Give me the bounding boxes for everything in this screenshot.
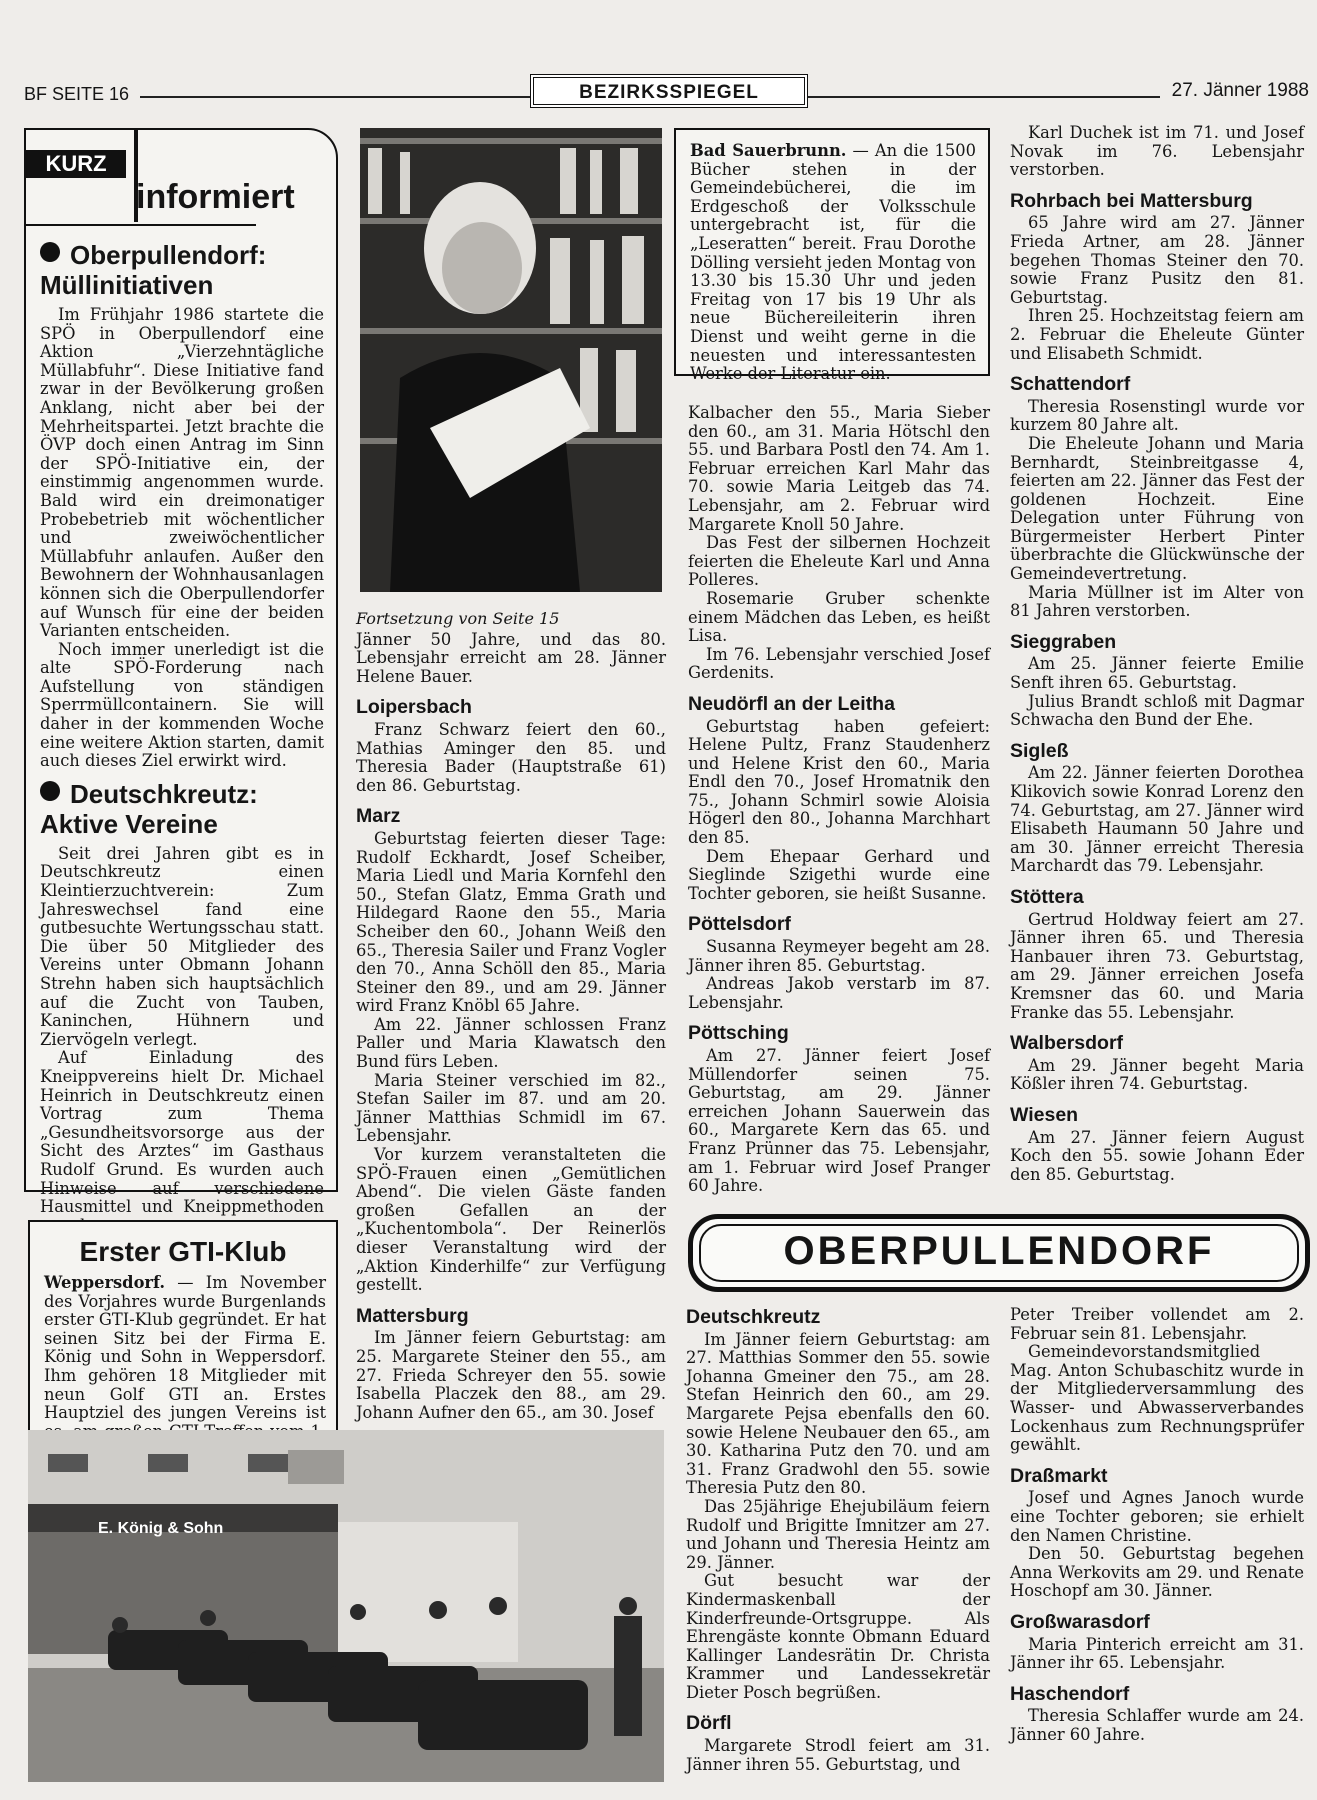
paragraph: Am 27. Jänner feiern August Koch den 55. sowie Johann Eder den 85. Geburtstag. <box>1010 1127 1304 1184</box>
paragraph: Karl Duchek ist im 71. und Josef Novak im 76. Lebensjahr verstorben. <box>1010 123 1304 180</box>
paragraph: Geburtstag haben gefeiert: Helene Pultz, Franz Staudenherz und Helene Krist den 60., Maria Endl den 70., Josef Hromatnik den 75., Johann Schmirl sowie Aloisia Högerl den 80., Johanna Marchhart den 85. <box>688 716 990 848</box>
column-3 <box>688 404 990 1196</box>
paragraph: Am 27. Jänner feiert Josef Müllendorfer seinen 75. Geburtstag, am 29. Jänner erreichen Johann Sauerwein das 60., Margarete Kern das 65. und Franz Prünner das 75. Lebensjahr, am 1. Februar wird Josef Pranger 60 Jahre. <box>688 1046 990 1196</box>
paragraph: Gertrud Holdway feiert am 27. Jänner ihren 65. und Theresia Hanbauer ihren 73. Geburtstag, am 29. Jänner erreichen Josefa Kremsner das 60. und Maria Franke das 55. Lebensjahr. <box>1010 909 1304 1022</box>
paragraph: Peter Treiber vollendet am 2. Februar sein 81. Lebensjahr. <box>1010 1305 1304 1343</box>
paragraph: Im Jänner feiern Geburtstag: am 27. Matthias Sommer den 55. sowie Johanna Gmeiner den 75., am 28. Stefan Heinrich den 60., am 29. Margarete Pejsa ebenfalls den 60. sowie Helene Neubauer den 65., am 30. Katharina Putz den 70. und am 31. Franz Gradwohl den 55. sowie Theresia Putz den 80. <box>686 1329 990 1498</box>
shop-sign: E. König & Sohn <box>98 1520 224 1537</box>
paragraph: Das 25jährige Ehejubiläum feiern Rudolf und Brigitte Imnitzer am 27. und Johann und Theresia Heintz am 29. Jänner. <box>686 1496 990 1572</box>
place-heading: Mattersburg <box>356 1304 469 1327</box>
place-heading: Haschendorf <box>1010 1682 1130 1705</box>
place-heading: Stöttera <box>1010 885 1084 908</box>
kurz-title: informiert <box>136 178 295 216</box>
paragraph: Am 22. Jänner feierten Dorothea Klikovich sowie Konrad Lorenz den 74. Geburtstag, am 27. Jänner wird Elisabeth Haumann 50 Jahre und am 30. Jänner erreicht Theresia Marchardt das 79. Lebensjahr. <box>1010 763 1304 876</box>
paragraph: Am 29. Jänner begeht Maria Kößler ihren 74. Geburtstag. <box>1010 1055 1304 1094</box>
paragraph: Auf Einladung des Kneippvereins hielt Dr. Michael Heinrich in Deutschkreutz einen Vortrag zum Thema „Gesundheitsvorsorge aus der Sicht des Arztes“ im Gasthaus Rudolf Grund. Es wurden auch Hinweise auf verschiedene Hausmittel und Kneippmethoden <box>40 1048 324 1217</box>
place-heading: Loipersbach <box>356 696 472 719</box>
place-heading: Rohrbach bei Mattersburg <box>1010 189 1253 212</box>
kurz-headline-1: Oberpullendorf: Müllinitiativen <box>40 240 267 300</box>
kurz-tag: KURZ <box>26 150 126 178</box>
bullet-icon <box>40 781 60 801</box>
place-heading: Neudörfl an der Leitha <box>688 692 895 715</box>
paragraph: Andreas Jakob verstarb im 87. Lebensjahr. <box>688 974 990 1012</box>
paragraph: Theresia Schlaffer wurde am 24. Jänner 60 Jahre. <box>1010 1706 1304 1744</box>
place-heading: Marz <box>356 805 401 828</box>
paragraph: Maria Müllner ist im Alter von 81 Jahren verstorben. <box>1010 582 1304 621</box>
header-rule-left <box>140 96 530 98</box>
paragraph: Margarete Strodl feiert am 31. Jänner ihren 55. Geburtstag, und <box>686 1736 990 1774</box>
paragraph: Im Frühjahr 1986 startete die SPÖ in Oberpullendorf eine Aktion „Vierzehntägliche Müllabfuhr“. Diese Initiative fand zwar in der Bevölkerung großen Anklang, nicht aber bei der Mehrheitspartei. Jetzt brachte die ÖVP doch einen Antrag im Sinn der SPÖ-Initiative ein, der einstimmig angenommen wurde. Bald wird ein dreimonatiger Probebetrieb mit wöchentlicher und zweiwöchentlicher Müllabfuhr anlaufen. Außer den Bewohnern der Wohnhausanlagen können sich die Oberpullendorfer auf Wunsch für eine der beiden Varianten entscheiden. <box>40 305 324 641</box>
kurz-underline <box>26 224 256 226</box>
paragraph: Kalbacher den 55., Maria Sieber den 60., am 31. Maria Hötschl den 55. und Barbara Postl den 74. Am 1. Februar erreichen Karl Mahr das 70. sowie Maria Leitgeb das 74. Lebensjahr, am 2. Februar wird Margarete Knoll 50 Jahre. <box>688 403 990 534</box>
paragraph: Das Fest der silbernen Hochzeit feierten die Eheleute Karl und Anna Polleres. <box>688 533 990 590</box>
sauerbrunn-box <box>674 128 990 384</box>
gti-photo-svg <box>28 1430 664 1782</box>
place-heading: Draßmarkt <box>1010 1464 1108 1487</box>
place-heading: Pöttelsdorf <box>688 913 791 936</box>
sauerbrunn-content: Bad Sauerbrunn. — An die 1500 Bücher stehen in der Gemeindebücherei, die im Erdgeschoß der Volksschule untergebracht ist, für die „Leseratten“ bereit. Frau Dorothe Dölling versieht jeden Montag von 13.30 bis 15.30 Uhr und jeden Freitag von 17 bis 19 Uhr als neue Büchereileiterin ihren Dienst und weiht gerne in die neuesten und interessantesten Werke der Literatur ein. <box>690 141 976 384</box>
place-heading: Deutschkreutz <box>686 1306 821 1328</box>
column-2 <box>356 604 666 1422</box>
kurz-informiert-box <box>24 128 338 1217</box>
paragraph: Jänner 50 Jahre, und das 80. Lebensjahr erreicht am 28. Jänner Helene Bauer. <box>356 629 666 686</box>
paragraph: Im Jänner feiern Geburtstag: am 25. Margarete Steiner den 55., am 27. Frieda Schreyer den 55. sowie Isabella Placzek den 88., am 29. Johann Aufner den 65., am 30. Josef <box>356 1328 666 1422</box>
place-heading: Sieggraben <box>1010 630 1117 653</box>
paragraph: Theresia Rosenstingl wurde vor kurzem 80 Jahre alt. <box>1010 396 1304 435</box>
paragraph: Seit drei Jahren gibt es in Deutschkreutz einen Kleintierzuchtverein: Zum Jahreswechsel fand eine gutbesuchte Wertungsschau statt. Die über 50 Mitglieder des Vereins unter Obmann Johann Strehn haben sich hauptsächlich auf die Zucht von Tauben, Kaninchen, Hühnern und Ziervögeln verlegt. <box>40 843 324 1049</box>
paragraph: Susanna Reymeyer begeht am 28. Jänner ihren 85. Geburtstag. <box>688 937 990 975</box>
paragraph: Im 76. Lebensjahr verschied Josef Gerdenits. <box>688 644 990 683</box>
paragraph: Dem Ehepaar Gerhard und Sieglinde Szigethi wurde eine Tochter geboren, sie heißt Susanne. <box>688 846 990 903</box>
paragraph: Maria Steiner verschied im 82., Stefan Sailer im 87. und am 20. Jänner Matthias Schmidl im 67. Lebensjahr. <box>356 1070 666 1146</box>
oberpullendorf-column-a <box>686 1296 990 1774</box>
place-heading: Dörfl <box>686 1712 732 1735</box>
paragraph: Geburtstag feierten dieser Tage: Rudolf Eckhardt, Josef Scheiber, Maria Liedl und Maria Kornfehl den 50., Stefan Glatz, Emma Grath und Hildegard Raone den 55., Maria Scheiber den 60., Johann Weiß den 65., Theresia Sailer und Franz Vogler den 70., Anna Schöll den 85., Maria Steiner den 89., und am 29. Jänner wird Franz Knöbl 65 Jahre. <box>356 828 666 1016</box>
bullet-icon <box>40 242 60 262</box>
paragraph: Noch immer unerledigt ist die alte SPÖ-Forderung nach Aufstellung von ständigen Sperrmüllcontainern. Sie will daher in der kommenden Woche eine weitere Aktion starten, damit auch dieses Ziel erwirkt wird. <box>40 639 324 771</box>
place-heading: Schattendorf <box>1010 373 1131 396</box>
kurz-headline-2: Deutschkreutz: Aktive Vereine <box>40 778 258 839</box>
kurz-content <box>40 234 324 1235</box>
continuation-caption: Fortsetzung von Seite 15 <box>356 609 560 628</box>
gti-content: Weppersdorf. — Im November des Vorjahres wurde Burgenlands erster GTI-Klub gegründet. Er hat seinen Sitz bei der Firma E. König und Sohn in Weppersdorf. Ihm gehören 18 Mitglieder mit neun Golf GTI an. Erstes Hauptziel des jungen Vereins ist <box>44 1273 326 1423</box>
librarian-photo <box>360 128 662 592</box>
gti-title: Erster GTI-Klub <box>79 1236 287 1267</box>
paragraph: Am 25. Jänner feierte Emilie Senft ihren 65. Geburtstag. <box>1010 654 1304 693</box>
column-4 <box>1010 124 1304 1184</box>
place-heading: Pöttsching <box>688 1022 789 1045</box>
page-number: BF SEITE 16 <box>24 84 130 104</box>
banner-title: OBERPULLENDORF <box>783 1229 1215 1273</box>
paragraph: Vor kurzem veranstalteten die SPÖ-Frauen einen „Gemütlichen Abend“. Die vielen Gäste fanden großen Gefallen an der „Kuchentombola“. Der Reinerlös dieser Veranstaltung wird der „Aktion Kinderhilfe“ zur Verfügung gestellt. <box>356 1145 666 1295</box>
paragraph: Ihren 25. Hochzeitstag feiern am 2. Februar die Eheleute Günter und Elisabeth Schmidt. <box>1010 306 1304 363</box>
place-heading: Wiesen <box>1010 1103 1079 1126</box>
place-heading: Großwarasdorf <box>1010 1610 1150 1633</box>
section-title: BEZIRKSSPIEGEL <box>530 74 808 108</box>
place-heading: Walbersdorf <box>1010 1032 1124 1055</box>
paragraph: 65 Jahre wird am 27. Jänner Frieda Artner, am 28. Jänner begehen Thomas Steiner den 70. sowie Franz Pusitz den 81. Geburtstag. <box>1010 213 1304 307</box>
paragraph: Franz Schwarz feiert den 60., Mathias Aminger den 85. und Theresia Bader (Hauptstraße 61) den 86. Geburtstag. <box>356 719 666 795</box>
paragraph: Josef und Agnes Janoch wurde eine Tochter geboren; sie erhielt den Namen Christine. <box>1010 1488 1304 1545</box>
issue-date: 27. Jänner 1988 <box>1171 80 1309 101</box>
header-rule-right <box>808 96 1160 98</box>
paragraph: Julius Brandt schloß mit Dagmar Schwacha den Bund der Ehe. <box>1010 691 1304 730</box>
paragraph: Gemeindevorstandsmitglied Mag. Anton Schubaschitz wurde in der Mitgliederversammlung des Wasser- und Abwasserverbandes Lockenhaus zum Rechnungsprüfer gewählt. <box>1010 1342 1304 1455</box>
oberpullendorf-column-b <box>1010 1306 1304 1744</box>
paragraph: Am 22. Jänner schlossen Franz Paller und Maria Klawatsch den Bund fürs Leben. <box>356 1014 666 1072</box>
librarian-photo-svg <box>360 128 662 592</box>
paragraph: Maria Pinterich erreicht am 31. Jänner ihr 65. Lebensjahr. <box>1010 1634 1304 1673</box>
paragraph: Den 50. Geburtstag begehen Anna Werkovits am 29. und Renate Hoschopf am 30. Jänner. <box>1010 1544 1304 1601</box>
paragraph: Gut besucht war der Kindermaskenball der Kinderfreunde-Ortsgruppe. Als Ehrengäste konnte Obmann Eduard Kallinger Landesrätin Dr. Christa Krammer und Landessekretär Dieter Posch begrüßen. <box>686 1571 990 1702</box>
gti-club-photo <box>28 1430 664 1782</box>
place-heading: Sigleß <box>1010 739 1069 762</box>
paragraph: Die Eheleute Johann und Maria Bernhardt, Steinbreitgasse 4, feierten am 22. Jänner das Fest der goldenen Hochzeit. Eine Delegation unter Führung von Bürgermeister Herbert Pinter überbrachte die Glückwünsche der Gemeindevertretung. <box>1010 433 1304 584</box>
oberpullendorf-banner <box>688 1214 1310 1292</box>
paragraph: Rosemarie Gruber schenkte einem Mädchen das Leben, es heißt Lisa. <box>688 588 990 646</box>
